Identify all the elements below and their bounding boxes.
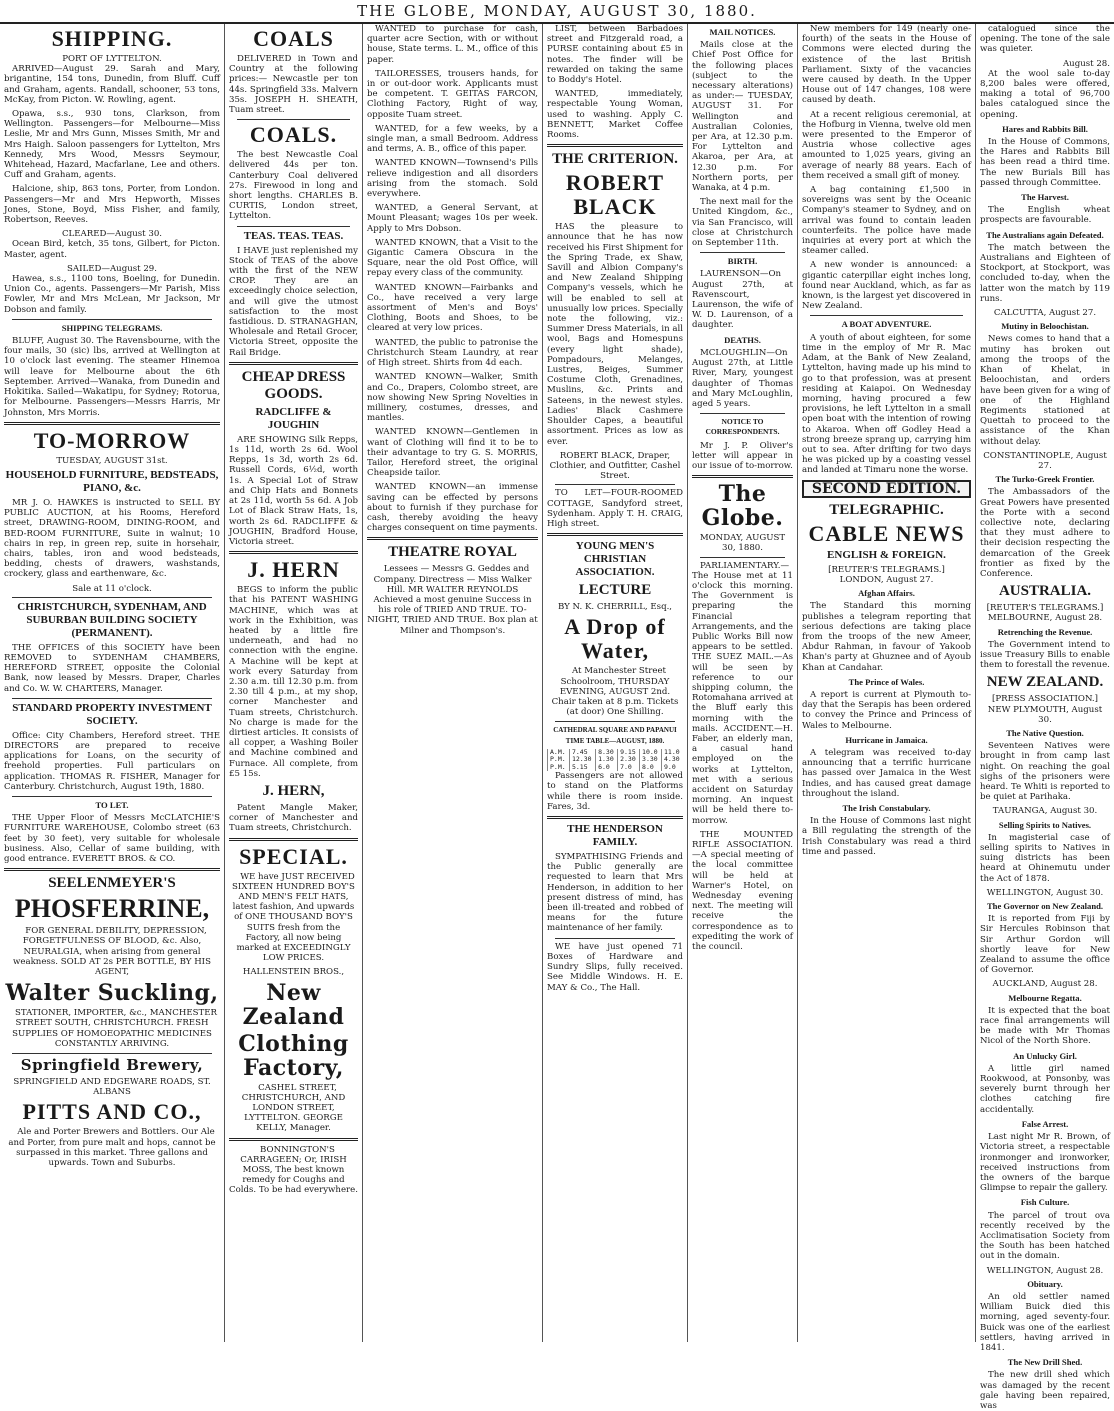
special-heading: SPECIAL. [239,843,348,869]
mail-heading: MAIL NOTICES. [709,27,776,37]
clothing-heading: Clothing Factory, [238,1030,349,1081]
agent-name: Walter Suckling, [5,980,219,1007]
telegrams-text: BLUFF, August 30. The Ravensbourne, with the four mails, 30 (sic) lbs, arrived at Wellington at 10 o'clock last evening. The steamer Hinemoa will leave for Melbourne about the 6th September. Arrived—Wanaka, from Dunedin and Hokitika. Sailed—Wakatipu, for Sydney; Rotorua, for Melbourne. Passengers—Messrs Harris, Mr Johnston, Mrs Morris. [4,336,220,418]
lead-text-3: New members for 149 (nearly one-fourth) of the seats in the House of Commons were elected during the existence of the last British Parliament. Sixty of the vacancies were caused by death. In the Upper House out of 147 changes, 108 were caused by death. [802,24,971,106]
hern-heading: J. HERN [247,557,340,583]
news-subhead: Hares and Rabbits Bill. [1002,123,1088,134]
news-text: The Ambassadors of the Great Powers have presented the Porte with a second collective note, declaring that they must adhere to their decision respecting the demarcation of the Greek frontier as fixed by the Conference. [980,487,1110,579]
column-7 [975,24,1114,1411]
lecture-heading: LECTURE [578,582,652,599]
table-row: A.M. 7.45 8.30 9.15 10.0 11.0 [548,749,684,757]
news-text: It is reported from Fiji by Sir Hercules Robinson that Sir Arthur Gordon will shortly leave for New Zealand to assume the office of Governor. [980,914,1110,976]
globe-date: MONDAY, AUGUST 30, 1880. [699,533,786,554]
cable-subhead-2: The Prince of Wales. [848,676,925,687]
column-2 [224,24,362,1342]
cable-text-3: A telegram was received to-day announcing that a terrific hurricane has passed over Jamaica in the West Indies, and has caused great damage throughout the island. [802,747,971,799]
timetable-heading: CATHEDRAL SQUARE AND PAPANUI TIME TABLE—AUGUST, 1880. [553,726,677,745]
news-subhead: The Turko-Greek Frontier. [995,474,1095,485]
news-text: News comes to hand that a mutiny has broken out among the troops of the Khan of Khelat, in Beloochistan, and orders have been given for a wing of one of the Highland Regiments stationed at Quettah to proceed to the assistance of the Khan without delay. [980,334,1110,447]
table-row: P.M. 12.30 1.30 2.30 3.30 4.30 [548,756,684,764]
radcliffe-heading: RADCLIFFE & JOUGHIN [255,405,332,431]
news-text: It is expected that the boat race final arrangements will be made with Mr Thomas Nicol of the North Shore. [980,1005,1110,1047]
lead-text-2: THE MOUNTED RIFLE ASSOCIATION.—A special meeting of the local committee will be held at Warner's Hotel, on Wednesday evening next. The meeting will receive the correspondence as to expediting the work of the council. [692,829,793,953]
wanted-ad: WANTED KNOWN—Fairbanks and Co., have received a very large assortment of Men's and Boys' Clothing, Boots and Shoes, to be cleared at very low prices. [367,282,538,334]
birth-text: LAURENSON—On August 27th, at Ravenscourt, Laurenson, the wife of W. D. Laurenson, of a daughter. [692,269,793,331]
sale-text: MR J. O. HAWKES is instructed to SELL BY PUBLIC AUCTION, at his Rooms, Hereford street, DRAWING-ROOM, DINING-ROOM, and BED-ROOM FURNITURE, Suite in walnut; 10 chairs in rep, in green rep, suite in horsehair, chairs, tables, iron and wood bedsteads, bedding, chests of drawers, washstands, crockery, glass and earthenware, &c. [4,497,220,580]
tolet-heading: TO LET. [95,799,129,810]
dateline: NEW PLYMOUTH, August 30. [987,704,1103,725]
cheap-heading: CHEAP DRESS GOODS. [241,368,346,402]
news-subhead: An Unlucky Girl. [1013,1050,1077,1061]
theatre-text: Lessees — Messrs G. Geddes and Company. Directress — Miss Walker Hill. MR WALTER REYNOLDS Achieved a most genuine Success in his role of TRIED AND TRUE. TO-NIGHT, TRIED AND TRUE. Box plan at Milner and Thompson's. [367,564,538,636]
teas-text: I HAVE just replenished my Stock of TEAS of the above with the first of the NEW CROP. They are an exceedingly choice selection, and will give the utmost satisfaction to the most fastidious. D. STRANAGHAN, Wholesale and Retail Grocer, Victoria Street, opposite the Rail Bridge. [229,245,358,358]
news-subhead: The Australians again Defeated. [986,229,1104,240]
sale-heading: HOUSEHOLD FURNITURE, BEDSTEADS, PIANO, &c. [5,468,219,494]
cable-text-4: In the House of Commons last night a Bill regulating the strength of the Irish Constabulary was read a third time and passed. [802,816,971,857]
society-text: THE OFFICES of this SOCIETY have been REMOVED to SYDENHAM CHAMBERS, HEREFORD STREET, opposite the Colonial Bank, now leased by Messrs. Draper, Charles and Co. W. W. CHARTERS, Manager. [4,642,220,694]
tolet-ad: TO LET—FOUR-ROOMED COTTAGE, Sandyford street, Sydenham. Apply T. H. CRAIG, High street. [547,488,683,529]
coals-heading: COALS [253,26,334,51]
dateline: WELLINGTON, August 30. [986,887,1104,898]
news-text: The Government intend to issue Treasury Bills to enable them to forestall the revenue. [980,639,1110,671]
wanted-ad: WANTED, the public to patronise the Christchurch Steam Laundry, at rear of High street. Shirts from 4d each. [367,337,538,369]
sale-time: Sale at 11 o'clock. [72,583,152,594]
tomorrow-heading: TO-MORROW [33,427,191,453]
lead-text-4: At a recent religious ceremonial, at the Hofburg in Vienna, twelve old men were presented to the Emperor of Austria whose collective ages amounted to 1,025 years, giving an average of nearly 88 years. Each of them received a small gift of money. [802,109,971,181]
globe-heading: The Globe. [701,481,784,532]
cable-date: LONDON, August 27. [839,574,934,585]
wanted-ad: WANTED, immediately, respectable Young Woman, used to washing. Apply C. BENNETT, Market Coffee Rooms. [547,89,683,141]
ymca-heading: YOUNG MEN'S CHRISTIAN ASSOCIATION. [575,540,655,579]
news-text: The English wheat prospects are favourable. [980,205,1110,226]
telegrams-heading: SHIPPING TELEGRAMS. [61,322,163,333]
birth-heading: BIRTH. [727,256,758,267]
cable-source: [REUTER'S TELEGRAMS.] [828,564,945,575]
lecture-subject: A Drop of Water, [564,614,666,664]
news-subhead: Obituary. [1027,1278,1063,1289]
coals-text: DELIVERED in Town and Country at the following prices:— Newcastle per ton 44s. Springfield 33s. Malvern 35s. JOSEPH H. SHEATH, Tuam street. [229,54,358,116]
timetable-note: Passengers are not allowed to stand on the Platforms while there is room inside. Fares, 3d. [547,771,683,812]
cable-subhead-1: Afghan Affairs. [858,588,915,599]
wanted-ad: WANTED KNOWN—Gentlemen in want of Clothing will find it to be to their advantage to try G. S. MORRIS, Tailor, Hereford street, the original Cheapside tailor. [367,427,538,479]
boat-heading: A BOAT ADVENTURE. [841,319,932,330]
news-text: Last night Mr R. Brown, of Victoria street, a respectable ironmonger and ironworker, received instructions from the owners of the barque Glimpse to repair the gallery. [980,1132,1110,1194]
invest-heading: STANDARD PROPERTY INVESTMENT SOCIETY. [12,701,212,727]
news-subhead: Fish Culture. [1020,1197,1070,1208]
boat-text: A youth of about eighteen, for some time in the employ of Mr R. Mac Adam, at the Bank of New Zealand, Lyttelton, having made up his mind to go to that profession, was at present residing at Kaiapoi. On Wednesday morning, having procured a few provisions, he left Lyttelton in a small open boat with the intention of rowing to Akaroa. When off Godley Head a strong breeze sprang up, carrying him out to sea. After drifting for two days he was picked up by a coasting vessel and landed at Timaru none the worse. [802,332,971,476]
family-heading: THE HENDERSON FAMILY. [567,823,663,849]
news-subhead: Selling Spirits to Natives. [998,819,1092,830]
sailed-heading: SAILED—August 29. [67,263,157,274]
cable-text-2: A report is current at Plymouth to-day that the Serapis has been ordered to convey the Prince and Princess of Wales to Melbourne. [802,689,971,731]
dateline: WELLINGTON, August 28. [986,1265,1104,1276]
column-1 [0,24,224,1342]
tolet-text: THE Upper Floor of Messrs McCLATCHIE'S FURNITURE WAREHOUSE, Colombo street (63 feet by 30 feet), very suitable for wholesale business. Also, Cellar of same building, with good entrance. EVERETT BROS. & CO. [4,813,220,864]
lead-text-6: A new wonder is announced: a gigantic caterpillar eight inches long, found near Auckland, which, as far as known, is the largest yet discovered in New Zealand. [802,260,971,312]
invest-text: Office: City Chambers, Hereford street. THE DIRECTORS are prepared to receive applications for Loans, on the security of freehold properties. Full particulars on application. THOMAS R. FISHER, Manager for Canterbury. Christchurch, August 19th, 1880. [4,730,220,792]
column-3 [362,24,542,1342]
arrived-text: ARRIVED—August 29. Sarah and Mary, brigantine, 154 tons, Dunedin, from Bluff. Cuff and Graham, agents. Randall, schooner, 53 tons, McKay, from Picton. W. Rowling, agent. [4,64,220,105]
news-subhead: The Native Question. [1006,727,1084,738]
table-row: P.M. 5.15 6.0 7.0 8.0 9.0 [548,764,684,772]
hern2-text: Patent Mangle Maker, corner of Manchester and Tuam streets, Christchurch. [229,802,358,834]
dateline: MELBOURNE, August 28. [987,613,1103,624]
wanted-ad: WANTED, a General Servant, at Mount Pleasant; wages 10s per week. Apply to Mrs Dobson. [367,203,538,234]
lecture-venue: At Manchester Street Schoolroom, THURSDAY EVENING, AUGUST 2nd. Chair taken at 8 p.m. Tickets (at door) One Shilling. [551,666,679,718]
timetable [547,749,683,772]
second-edition-banner: SECOND EDITION. [802,480,971,498]
news-text: catalogued since the opening. The tone of the sale was quieter. [980,24,1110,55]
nz-source: [PRESS ASSOCIATION.] [991,694,1099,705]
news-subhead: The New Drill Shed. [1007,1357,1083,1368]
column-4 [542,24,687,1342]
wanted-ad: WANTED, for a few weeks, by a single man, a small Bedroom. Address and terms, A. B., office of this paper. [367,123,538,155]
australia-heading: AUSTRALIA. [998,583,1092,600]
special-text: WE have JUST RECEIVED SIXTEEN HUNDRED BOY'S AND MEN'S FELT HATS, latest fashion, And upwards of ONE THOUSAND BOY'S SUITS fresh from the Factory, all now being marked at EXCEEDINGLY LOW PRICES. [232,871,355,964]
news-text: In magisterial case of selling spirits to Natives in suing districts has been heard at Ohinemutu under the Act of 1878. [980,832,1110,884]
shipping-heading: SHIPPING. [51,26,173,51]
clothing-text: CASHEL STREET, CHRISTCHURCH, AND LONDON STREET, LYTTELTON. GEORGE KELLY, Manager. [241,1082,346,1134]
australia-source: [REUTER'S TELEGRAMS.] [986,603,1104,614]
robert-signature: ROBERT BLACK, Draper, Clothier, and Outfitter, Cashel Street. [549,450,681,482]
criterion-heading: THE CRITERION. [552,151,678,168]
telegraphic-heading: TELEGRAPHIC. [829,501,944,518]
death-text: MCLOUGHLIN—On August 27th, at Little River, Mary, youngest daughter of Thomas and Mary McLoughlin, aged 5 years. [692,347,793,409]
news-subhead: Mutiny in Beloochistan. [1001,321,1089,332]
robert-text: HAS the pleasure to announce that he has now received his First Shipment for the Spring Trade, ex Shaw, Savill and Albion Company's and New Zealand Shipping Company's vessels, which he will be enabled to sell at unusually low prices. Specially note the following, viz.: Summer Dress Materials, in all wool, Bags and Homespuns (every light shade), Pompadours, Melanges, Lustres, Beiges, Summer Costume Cloth, Grenadines, Muslins, &c. Prints and Sateens, in the newest styles. Ladies' Black Cashmere Shoulder Capes, a beautiful assortment. Prices as low as ever. [547,222,683,447]
wanted-ad: WANTED KNOWN, that a Visit to the Gigantic Camera Obscura in the Square, near the old Post Office, will repay every class of the community. [367,237,538,279]
notice-heading: NOTICE TO CORRESPONDENTS. [705,417,780,437]
cable-subhead-3: Hurricane in Jamaica. [845,734,928,745]
notice-text: Mr J. P. Oliver's letter will appear in our issue of to-morrow. [692,440,793,471]
masthead-title: THE GLOBE, MONDAY, AUGUST 30, 1880. [357,2,757,20]
brand-name: SEELENMEYER'S [48,875,176,892]
dateline: August 28. [1062,58,1110,69]
news-text: At the wool sale to-day 8,200 bales were offered, making a total of 96,700 bales catalogued since the opening. [980,68,1110,120]
agent-text: STATIONER, IMPORTER, &c., MANCHESTER STREET SOUTH, CHRISTCHURCH. FRESH SUPPLIES OF HOMOEOPATHIC MEDICINES CONSTANTLY ARRIVING. [12,1008,217,1049]
nz-news-heading: NEW ZEALAND. [986,674,1104,691]
news-text: The match between the Australians and Eighteen of Stockport, at Stockport, was concluded to-day, when the latter won the match by 119 runs. [980,242,1110,304]
news-text: An old settler named William Buick died this morning, aged seventy-four. Buick was one of the earliest settlers, having arrived in 1841. [980,1291,1110,1353]
nz-heading: New Zealand [242,979,345,1030]
cable-subheading: ENGLISH & FOREIGN. [827,548,946,561]
mail-text: Mails close at the Chief Post Office for the following places (subject to the necessary alterations) as under:— TUESDAY, AUGUST 31. For Wellington and Australian Colonies, per Ara, at 12.30 p.m. For Lyttelton and Akaroa, per Ara, at 12.30 p.m. For Northern ports, per Wanaka, at 4 p.m. [692,40,793,194]
dateline: CALCUTTA, August 27. [993,308,1097,319]
factory-owner: HALLENSTEIN BROS., [242,967,345,978]
cable-text-1: The Standard this morning publishes a telegram reporting that serious defections are taking place from the troops of the new Ameer, Abdur Rahman, in favour of Yakoob Khan's party at Ghuznee and of Ayoub Khan at Candahar. [802,601,971,673]
column-5 [687,24,797,1342]
news-text: The parcel of trout ova recently received by the Acclimatisation Society from the South has been hatched out in the domain. [980,1210,1110,1262]
dateline: AUCKLAND, August 28. [992,979,1098,990]
radcliffe-text: ARE SHOWING Silk Repps, 1s 11d, worth 2s 6d. Wool Repps, 1s 3d, worth 2s 6d. Russell Cords, 6½d, worth 1s. A Special Lot of Straw and Chip Hats and Bonnets at 2s 11d, worth 5s 6d. A Job Lot of Black Straw Hats, 1s, worth 2s 6d. RADCLIFFE & JOUGHIN, Bradford House, Victoria street. [229,434,358,547]
lead-text: PARLIAMENTARY.—The House met at 11 o'clock this morning. The Government is preparing the Financial Arrangements, and the Public Works Bill now appears to be settled. THE SUEZ MAIL.—As will be seen by reference to our shipping column, the Rotomahana arrived at the Bluff early this morning with the mails. ACCIDENT.—H. Faber, an elderly man, a casual hand employed on the works at Lyttelton, met with a serious accident on Saturday morning. An inquest will be held there to-morrow. [692,560,793,826]
cleared-heading: CLEARED—August 30. [61,229,163,240]
lecture-by: BY N. K. CHERRILL, Esq., [557,602,673,613]
mail-text-2: The next mail for the United Kingdom, &c., via San Francisco, will close at Christchurch on September 11th. [692,197,793,249]
hardware-ad: WE have just opened 71 Boxes of Hardware and Sundry Slips, fully received. See Middle Windows. H. E. MAY & Co., The Hall. [547,941,683,993]
lead-text-5: A bag containing £1,500 in sovereigns was sent by the Oceanic Company's steamer to Sydney, and on arrival was found to contain leaden counterfeits. The police have made inquiries at every port at which the steamer called. [802,185,971,257]
news-text: In the House of Commons, the Hares and Rabbits Bill has been read a third time. The new Burials Bill has passed through Committee. [980,137,1110,188]
news-subhead: The Governor on New Zealand. [986,901,1104,912]
robert-heading: ROBERT BLACK [565,170,665,220]
arrived-text-2: Opawa, s.s., 930 tons, Clarkson, from Wellington. Passengers—for Melbourne—Miss Leslie, Mr and Mrs Gunn, Misses Smith, Mr and Mrs Haigh. Saloon passengers for Lyttelton, Mrs Kennedy, Mrs Wood, Messrs Seymour, Whitehead, Hazard, Macfarlane, Lee and others. Cuff and Graham, agents. [4,109,220,181]
port-heading: PORT OF LYTTELTON. [62,54,162,64]
sailed-text: Hawea, s.s., 1100 tons, Boeling, for Dunedin. Union Co., agents. Passengers—Mr Parish, Miss Fowler, Mr and Mrs McLean, Mr Jackson, Mr Dobson and family. [4,274,220,315]
death-heading: DEATHS. [724,334,761,345]
wanted-ad: WANTED KNOWN—an immense saving can be effected by persons about to furnish if they purchase for cash, thereby avoiding the heavy charges consequent on time payments. [367,482,538,534]
brand-text: FOR GENERAL DEBILITY, DEPRESSION, FORGETFULNESS OF BLOOD, &c. Also, NEURALGIA, when arising from general weakness. SOLD AT 2s PER BOTTLE, BY HIS AGENT, [13,926,211,977]
news-subhead: False Arrest. [1021,1118,1069,1129]
brand-product: PHOSFERRINE, [14,894,210,924]
coals2-text: The best Newcastle Coal delivered 44s per ton. Canterbury Coal delivered 27s. Firewood in long and short lengths. CHARLES B. CURTIS, London street, Lyttelton. [229,150,358,222]
pitts-text: Ale and Porter Brewers and Bottlers. Our Ale and Porter, from pure malt and hops, cannot be surpassed in this market. Three gallons and upwards. Town and Suburbs. [8,1127,216,1169]
family-text: SYMPATHISING Friends and the Public generally are requested to learn that Mrs Henderson, in addition to her present distress of mind, has been ill-treated and robbed of means for the future maintenance of her family. [547,852,683,934]
society-heading: CHRISTCHURCH, SYDENHAM, AND SUBURBAN BUILDING SOCIETY (PERMANENT). [17,600,207,639]
wanted-ad: WANTED KNOWN—Townsend's Pills relieve indigestion and all disorders arising from the stomach. Sold everywhere. [367,158,538,200]
cable-heading: CABLE NEWS [808,520,965,546]
brewery-address: SPRINGFIELD AND EDGEWARE ROADS, ST. ALBANS [13,1077,211,1098]
news-text: The new drill shed which was damaged by the recent gale having been repaired, was [980,1370,1110,1411]
arrived-text-3: Halcione, ship, 863 tons, Porter, from London. Passengers—Mr and Mrs Hepworth, Misses Jones, Stone, Boyd, Miss Fisher, and family, Robertson, Reeves. [4,184,220,226]
theatre-heading: THEATRE ROYAL [388,544,517,561]
news-text: A little girl named Rookwood, at Ponsonby, was severely burnt through her clothes catching fire accidentally. [980,1063,1110,1115]
bonnington-text: BONNINGTON'S CARRAGEEN; Or, IRISH MOSS, The best known remedy for Coughs and Colds. To be had everywhere. [229,1144,358,1196]
news-subhead: The Harvest. [1021,192,1069,203]
brewery-name: Springfield Brewery, [20,1056,204,1075]
pitts-name: PITTS AND CO., [22,1099,202,1125]
tomorrow-date: TUESDAY, AUGUST 31st. [56,455,168,466]
wanted-ad: WANTED KNOWN—Walker, Smith and Co., Drapers, Colombo street, are now showing New Spring Novelties in millinery, costumes, dresses, and mantles. [367,372,538,424]
teas-heading: TEAS. TEAS. TEAS. [243,229,344,242]
hern2-heading: J. HERN, [262,782,325,799]
cleared-text: Ocean Bird, ketch, 35 tons, Gilbert, for Picton. Master, agent. [4,239,220,260]
wanted-ad: TAILORESSES, trousers hands, for in or out-door work. Applicants must be competent. T. GEITAS FARCON, Clothing Factory, Right of way, opposite Tuam street. [367,68,538,120]
masthead [0,0,1114,24]
cable-subhead-4: The Irish Constabulary. [842,803,931,813]
news-subhead: Melbourne Regatta. [1008,992,1082,1003]
lost-ad: LIST, between Barbadoes street and Fitzgerald road, a PURSE containing about £5 in notes. The finder will be rewarded on taking the same to Boddy's Hotel. [547,24,683,86]
hern-text: BEGS to inform the public that his PATENT WASHING MACHINE, which was at work in the Exhibition, was heated by a little fire underneath, and had no connection with the engine. A Machine will be kept at work every Saturday from 2.30 a.m. till 12.30 p.m. from 2.30 till 4 p.m., at my shop, corner Manchester and Tuam streets, Christchurch. No charge is made for the dirtiest articles. It consists of all copper, a Washing Boiler and Machine combined and Furnace. All complete, from £5 15s. [229,585,358,779]
column-6 [797,24,975,1342]
wanted-ad: WANTED to purchase for cash, quarter acre Section, with or without house, State terms. L. M., office of this paper. [367,24,538,65]
news-text: Seventeen Natives were brought in from camp last night. On reaching the goal sighs of the prisoners were heard. Te Whiti is reported to be quiet at Parihaka. [980,741,1110,803]
dateline: CONSTANTINOPLE, August 27. [983,450,1107,471]
news-subhead: Retrenching the Revenue. [997,626,1093,637]
dateline: TAURANGA, August 30. [992,806,1098,817]
coals2-heading: COALS. [249,122,338,148]
